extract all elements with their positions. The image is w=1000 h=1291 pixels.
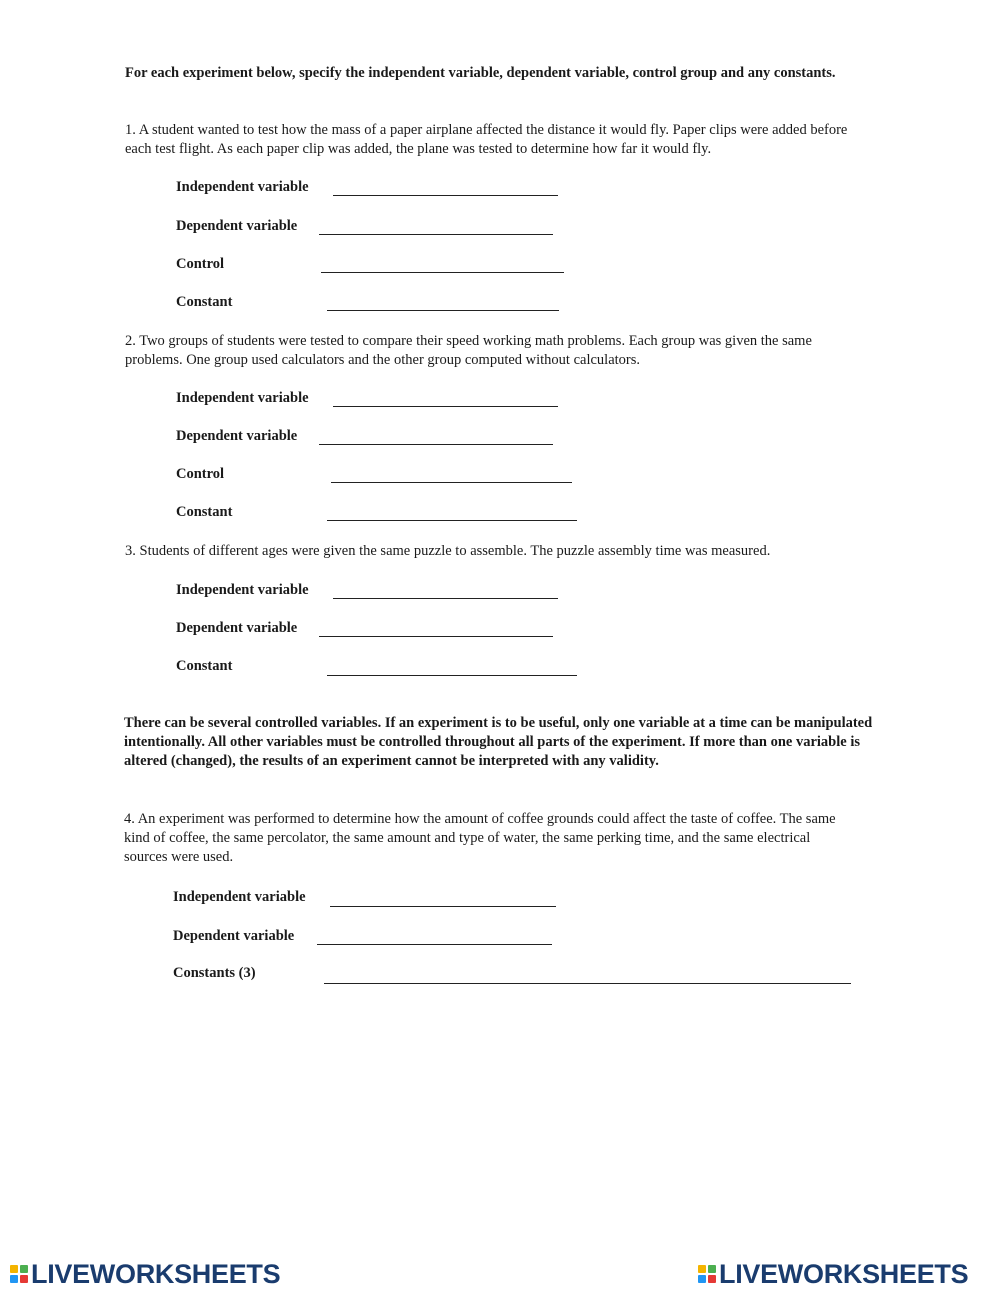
exp4-independent-answer-field[interactable] [330, 906, 556, 907]
exp2-label-independent: Independent variable [176, 390, 309, 406]
liveworksheets-logo-right[interactable] [698, 1259, 968, 1289]
exp1-label-independent: Independent variable [176, 179, 309, 195]
exp4-label-constants: Constants (3) [173, 965, 256, 981]
exp3-label-dependent: Dependent variable [176, 620, 298, 636]
exp3-dependent-answer-field[interactable] [319, 636, 553, 637]
experiment-3-prompt: 3. Students of different ages were given the same puzzle to assemble. The puzzle assembly time was measured. [125, 543, 771, 559]
exp2-dependent-answer-field[interactable] [319, 444, 553, 445]
exp4-dependent-answer-field[interactable] [317, 944, 552, 945]
logo-text: LIVEWORKSHEETS [31, 1258, 281, 1289]
exp3-label-constant: Constant [176, 658, 233, 674]
exp3-label-independent: Independent variable [176, 582, 309, 598]
exp2-control-answer-field[interactable] [331, 482, 572, 483]
exp1-label-constant: Constant [176, 294, 233, 310]
exp1-label-dependent: Dependent variable [176, 218, 298, 234]
experiment-4-prompt: 4. An experiment was performed to determine how the amount of coffee grounds could affect the taste of coffee. The same kind of coffee, the same percolator, the same amount and type of water, the same perking time, and the same electrical sources were used. [124, 811, 836, 865]
exp2-label-constant: Constant [176, 504, 233, 520]
liveworksheets-logo-left[interactable] [10, 1259, 280, 1289]
exp4-label-independent: Independent variable [173, 889, 306, 905]
exp2-constant-answer-field[interactable] [327, 520, 577, 521]
exp1-control-answer-field[interactable] [321, 272, 564, 273]
experiment-2-prompt: 2. Two groups of students were tested to compare their speed working math problems. Each group was given the same problems. One group used calculators and the other group computed without calculators. [125, 333, 812, 368]
exp1-label-control: Control [176, 256, 225, 272]
exp1-constant-answer-field[interactable] [327, 310, 559, 311]
exp2-label-control: Control [176, 466, 225, 482]
exp2-independent-answer-field[interactable] [333, 406, 558, 407]
controlled-variables-note: There can be several controlled variables. If an experiment is to be useful, only one variable at a time can be manipulated intentionally. All other variables must be controlled throughout all parts of the experiment. If more than one variable is altered (changed), the results of an experiment cannot be interpreted with any validity. [124, 715, 873, 769]
logo-text: LIVEWORKSHEETS [719, 1258, 969, 1289]
exp1-independent-answer-field[interactable] [333, 195, 558, 196]
liveworksheets-cubes-icon [698, 1265, 716, 1283]
exp4-constants-answer-field[interactable] [324, 983, 851, 984]
exp3-constant-answer-field[interactable] [327, 675, 577, 676]
exp3-independent-answer-field[interactable] [333, 598, 558, 599]
instructions: For each experiment below, specify the independent variable, dependent variable, control group and any constants. [125, 65, 836, 81]
exp1-dependent-answer-field[interactable] [319, 234, 553, 235]
exp4-label-dependent: Dependent variable [173, 928, 295, 944]
liveworksheets-cubes-icon [10, 1265, 28, 1283]
experiment-1-prompt: 1. A student wanted to test how the mass of a paper airplane affected the distance it would fly. Paper clips were added before each test flight. As each paper clip was added, the plane was tested to determine how far it would fly. [125, 122, 848, 157]
exp2-label-dependent: Dependent variable [176, 428, 298, 444]
